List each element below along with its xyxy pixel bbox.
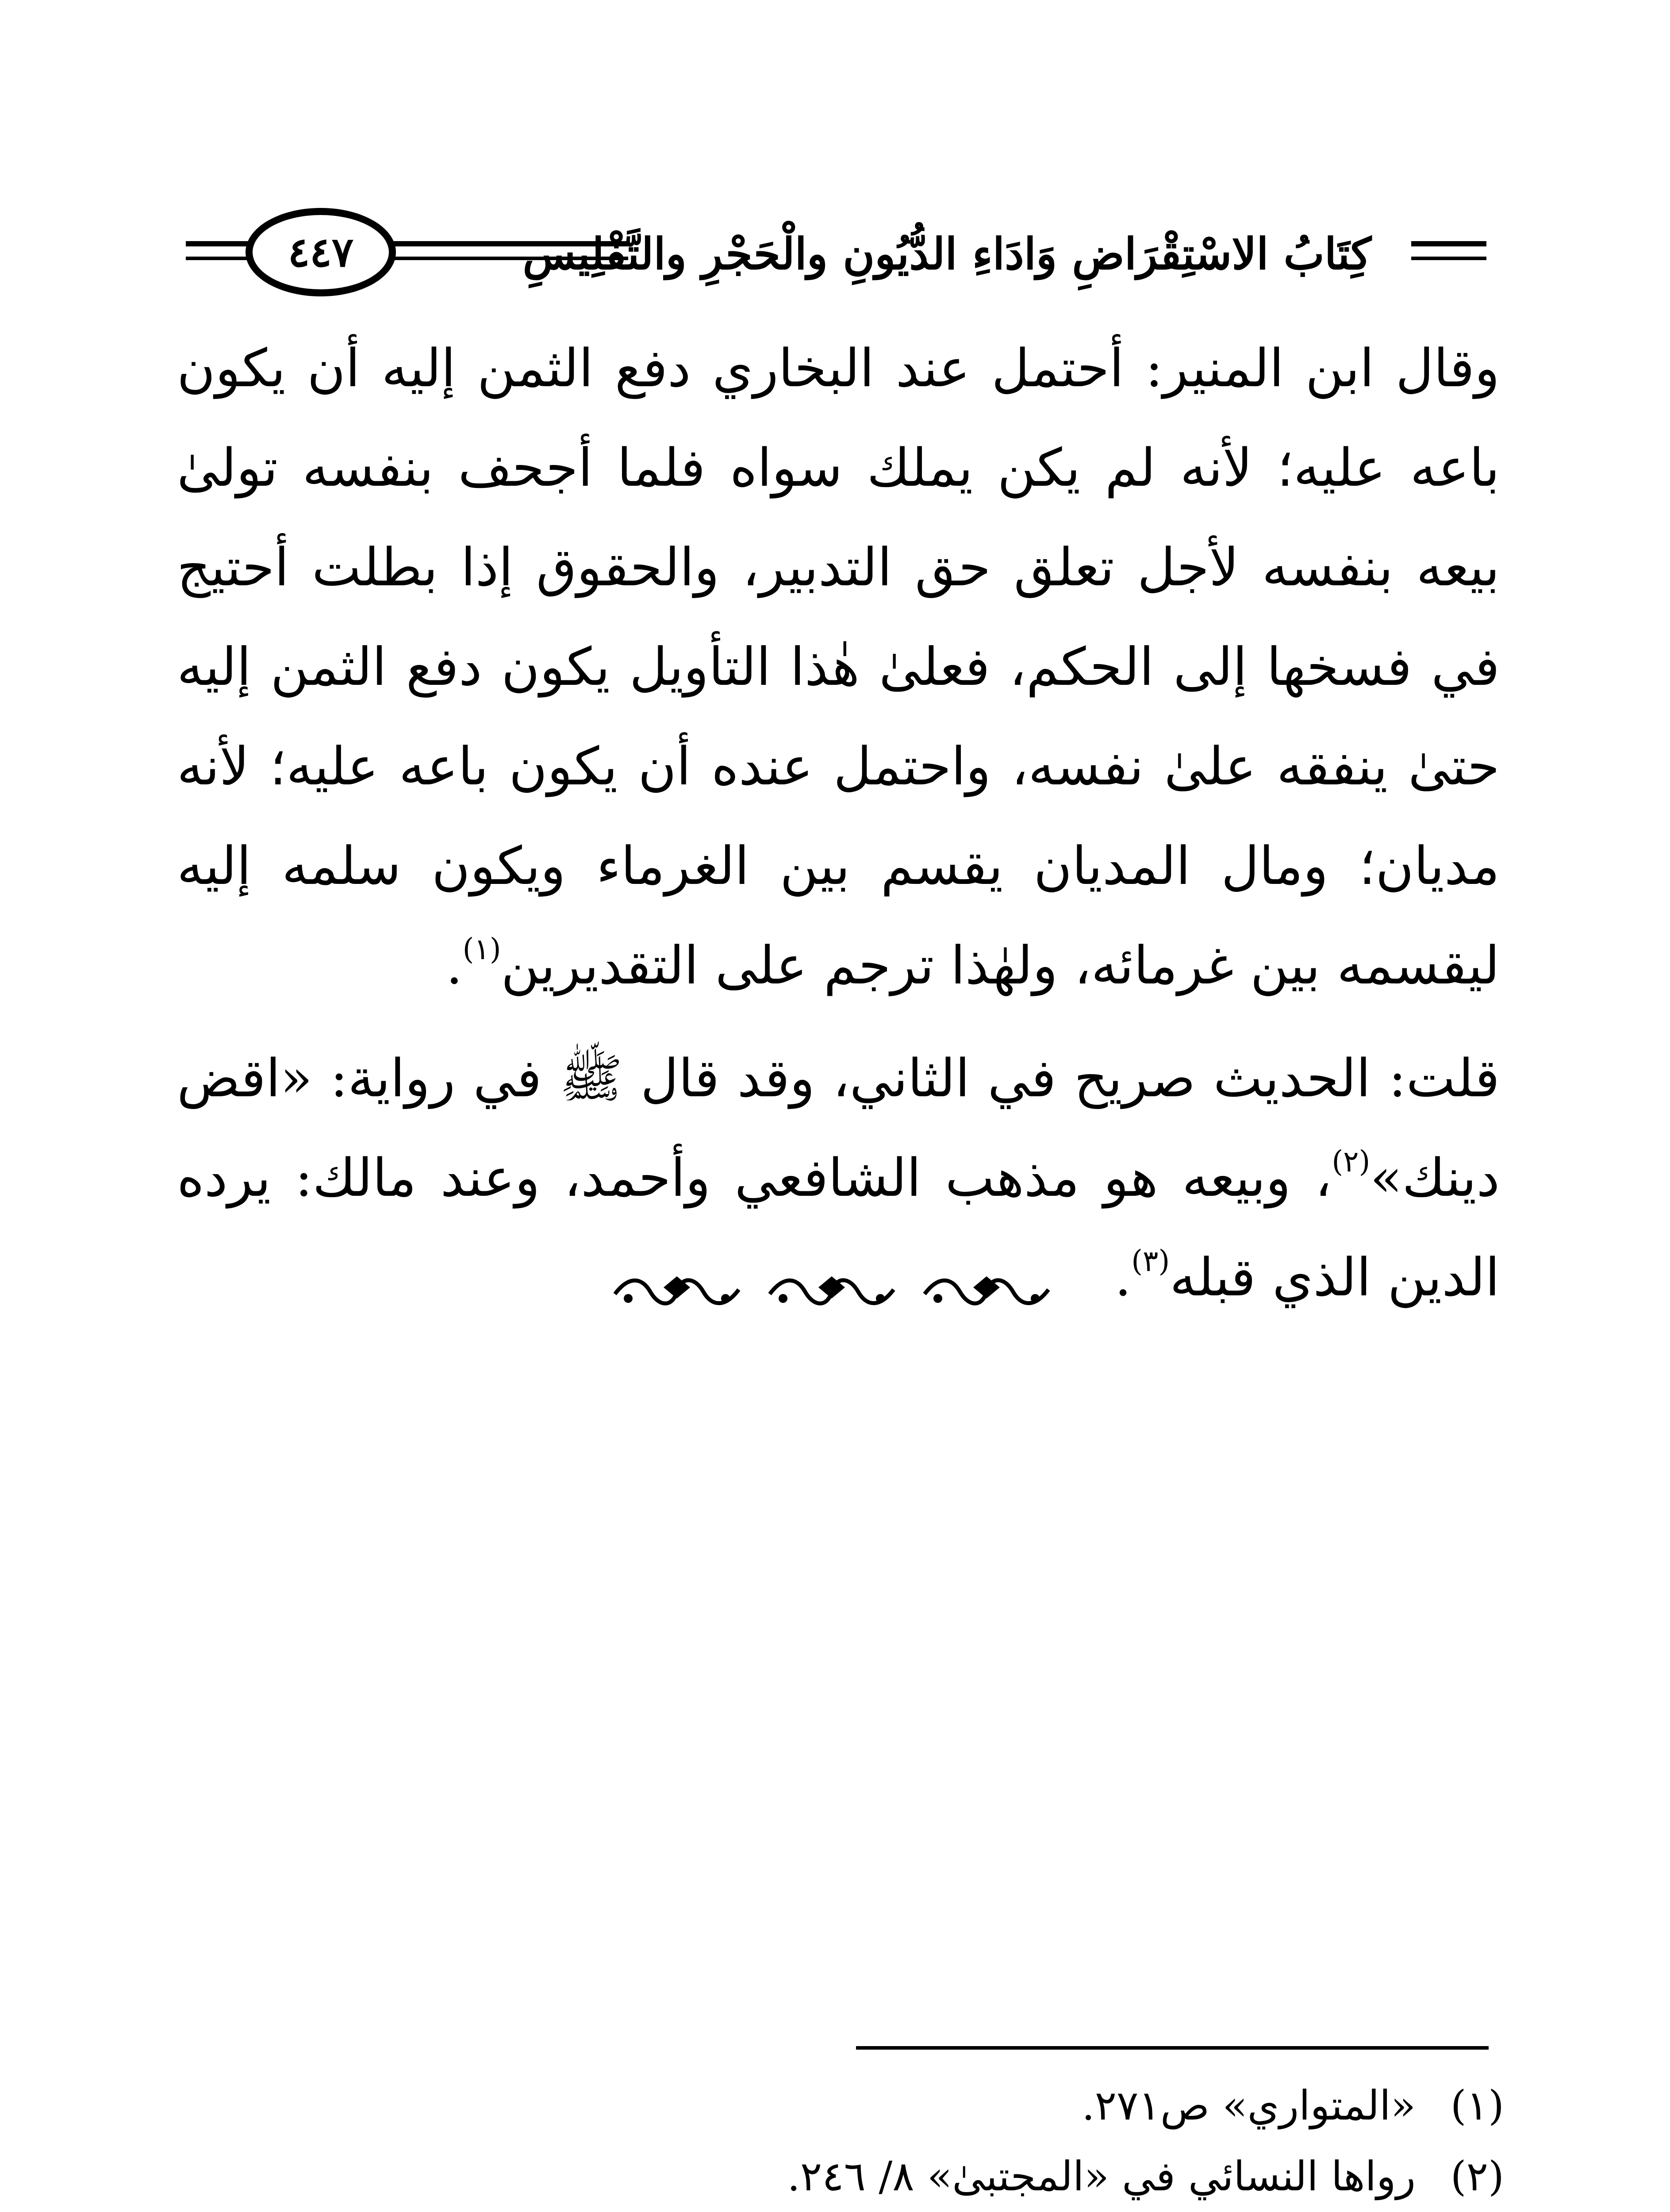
running-header	[0, 0, 1670, 310]
header-rule-left-top	[186, 241, 248, 246]
header-rule-left-bottom	[186, 257, 248, 260]
footnotes	[177, 2070, 1504, 2212]
section-ornament	[610, 1265, 1053, 1318]
footnote-ref[interactable]: (١)	[462, 932, 501, 966]
footnote-ref[interactable]: (٣)	[1131, 1244, 1170, 1278]
running-title: كِتَابُ الاسْتِقْرَاضِ وَادَاءِ الدُّيُونِ والْحَجْرِ والتَّفْلِيسِ	[522, 229, 1371, 280]
footnote-separator	[856, 2046, 1489, 2050]
sentence-end: .	[1114, 1247, 1132, 1308]
main-text	[177, 319, 1500, 1340]
header-rule-right-top	[1411, 241, 1486, 246]
sentence-end: .	[446, 935, 463, 996]
ornament-flourish-icon	[610, 1267, 743, 1316]
footnote	[177, 2141, 1504, 2212]
footnote-number: (٢)	[1450, 2153, 1504, 2200]
footnote-text: رواها النسائي في «المجتبىٰ» ٨/ ٢٤٦.	[787, 2153, 1416, 2200]
footnote-ref[interactable]: (٢)	[1332, 1144, 1371, 1179]
footnote	[177, 2070, 1504, 2141]
page-number: ٤٤٧	[246, 208, 396, 296]
ornament-flourish-icon	[920, 1267, 1053, 1316]
header-rule-right-bottom	[1411, 257, 1486, 260]
footnote-text: «المتواري» ص٢٧١.	[1082, 2082, 1416, 2129]
paragraph-text: قلت: الحديث صريح في الثاني، وقد قال ﷺ في رواية: «اقض دينك»	[177, 1048, 1500, 1208]
paragraph	[177, 319, 1500, 1015]
ornament-flourish-icon	[765, 1267, 898, 1316]
paragraph-text: ، وبيعه هو مذهب الشافعي وأحمد، وعند مالك: يرده الدين الذي قبله	[177, 1147, 1500, 1308]
paragraph-text: وقال ابن المنير: أحتمل عند البخاري دفع الثمن إليه أن يكون باعه عليه؛ لأنه لم يكن يملك سواه فلما أجحف بنفسه تولىٰ بيعه بنفسه لأجل تعلق حق التدبير، والحقوق إذا بطلت أحتيج في فسخها إلى الحكم، فعلىٰ هٰذا التأويل يكون دفع الثمن إليه حتىٰ ينفقه علىٰ نفسه، واحتمل عنده أن يكون باعه عليه؛ لأنه مديان؛ ومال المديان يقسم بين الغرماء ويكون سلمه إليه ليقسمه بين غرمائه، ولهٰذا ترجم على التقديرين	[177, 338, 1500, 996]
footnote-number: (١)	[1450, 2082, 1504, 2129]
